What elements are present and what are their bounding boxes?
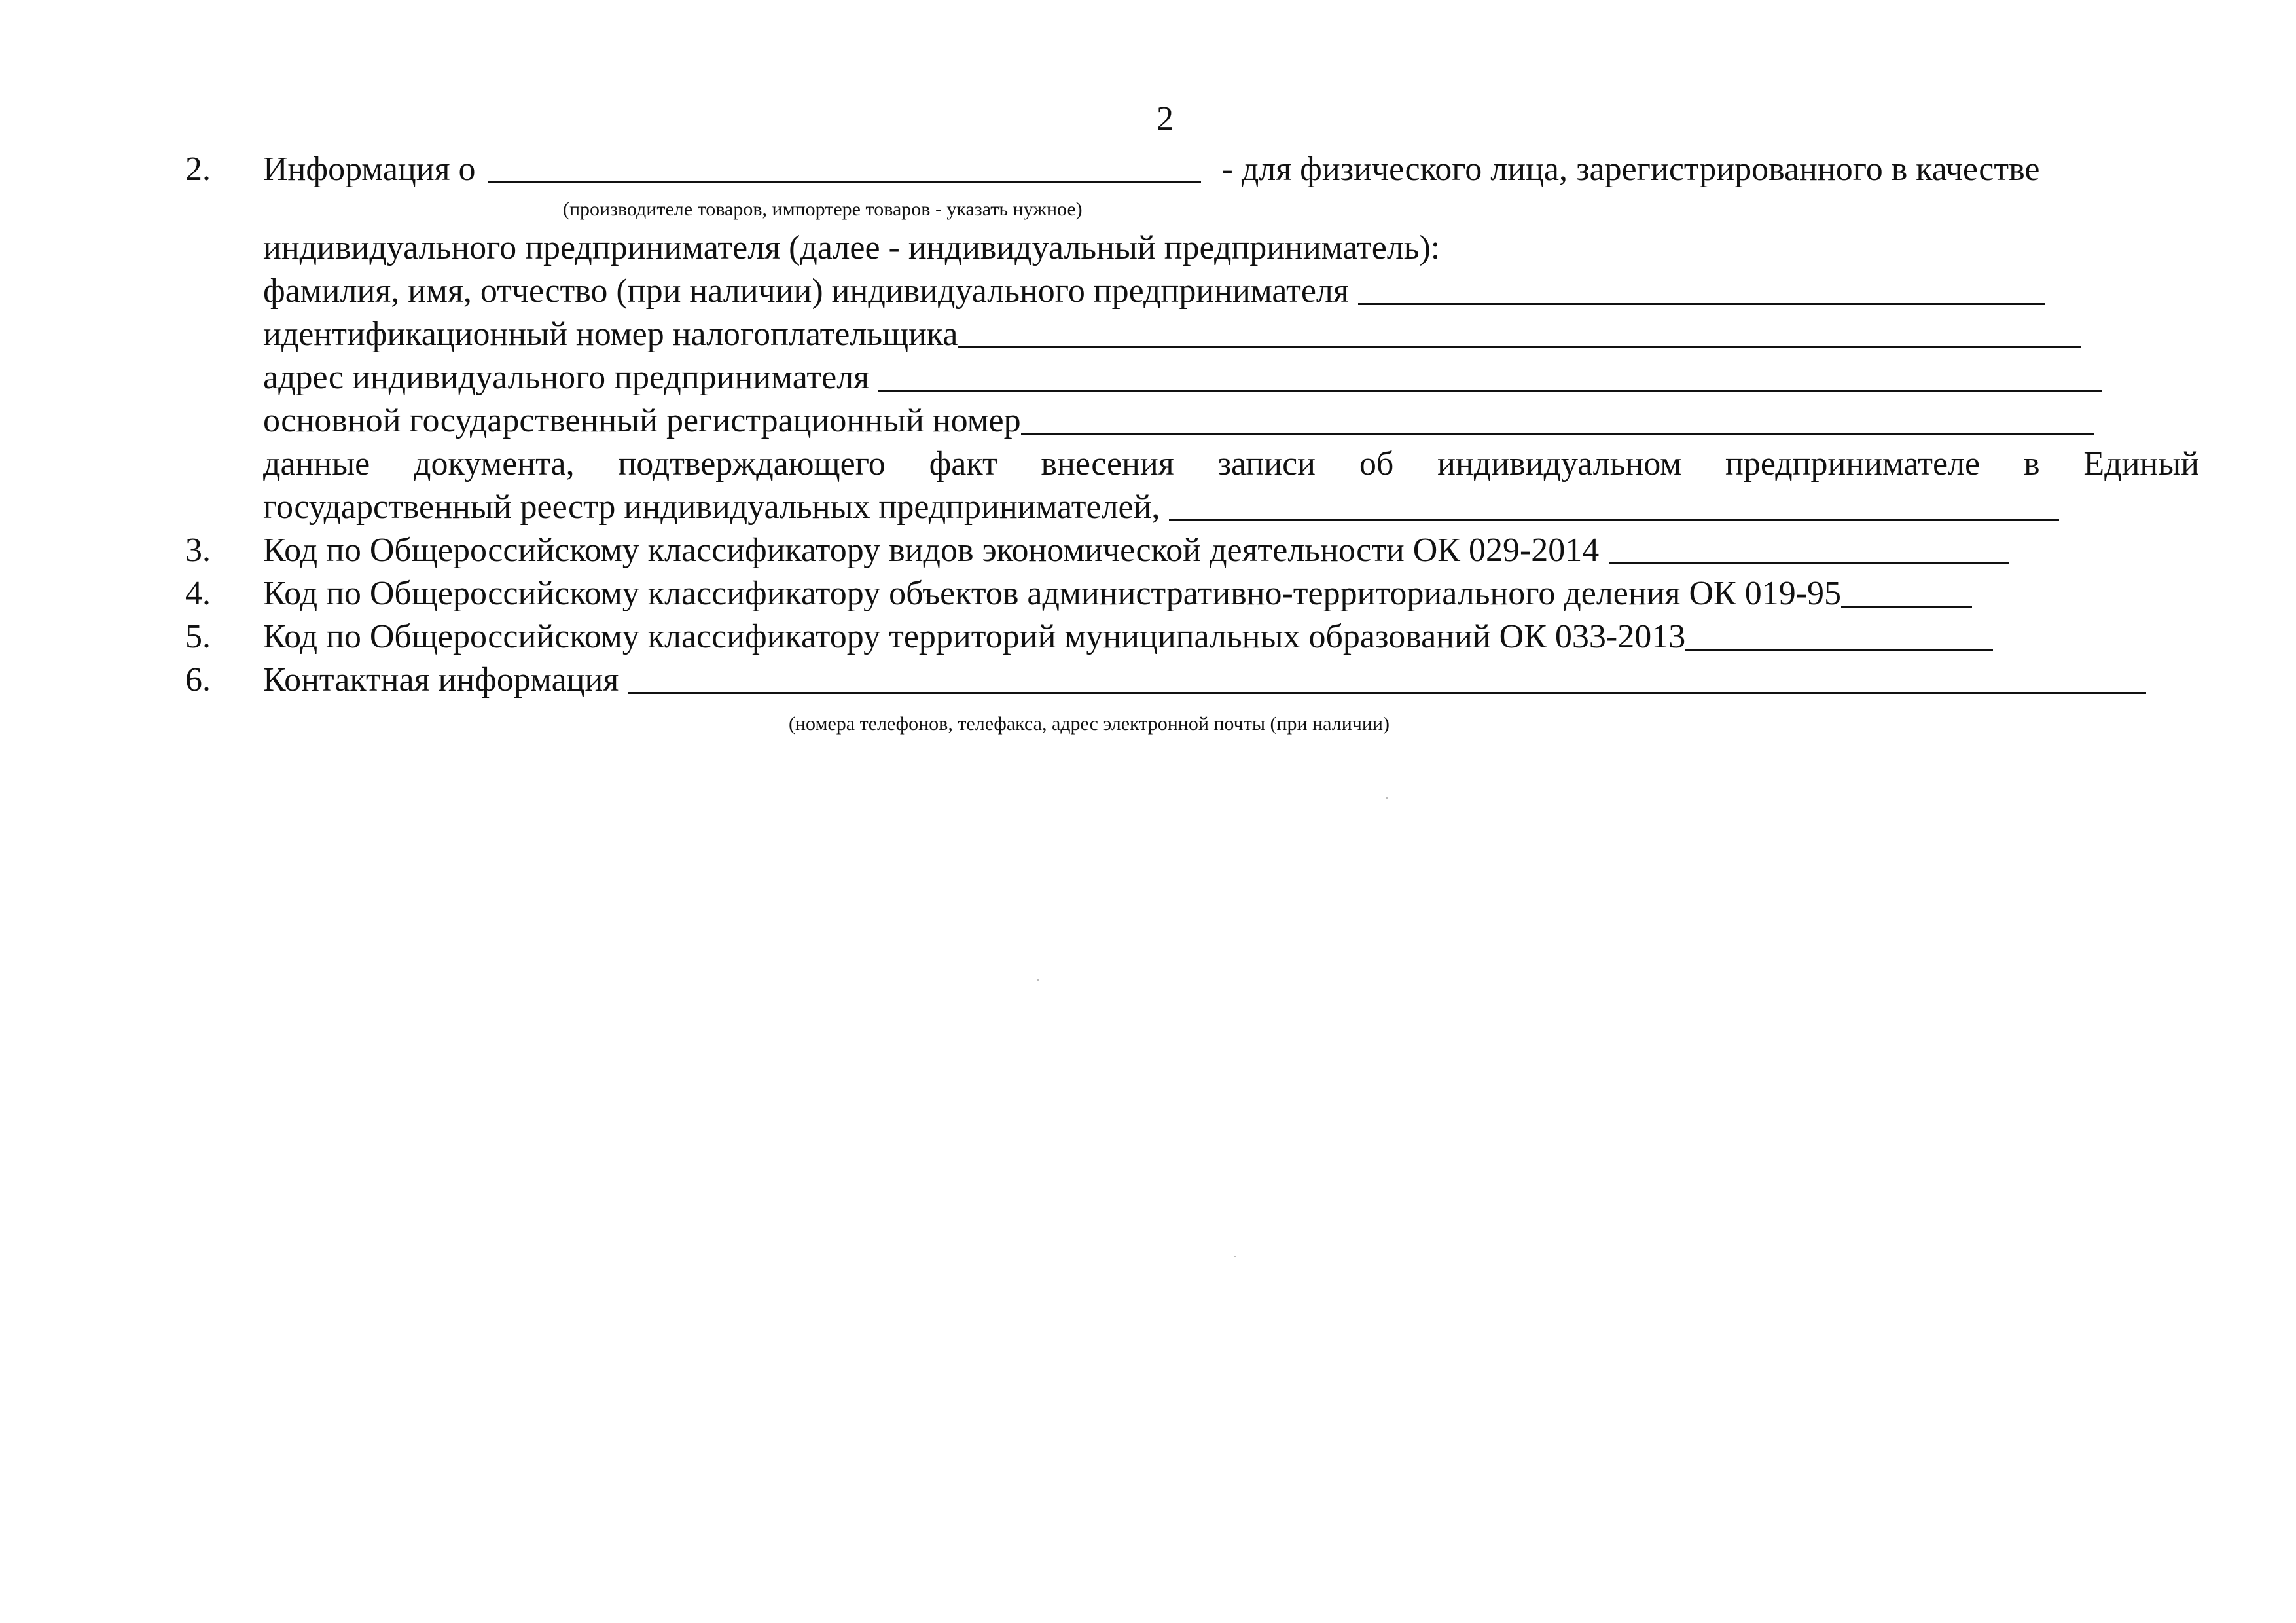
scan-speck <box>1037 979 1039 981</box>
producer-importer-hint: (производителе товаров, импортере товаров - указать нужное) <box>563 198 1083 220</box>
ogrn-row <box>263 399 2094 443</box>
okved-label: Код по Общероссийскому классификатору видов экономической деятельности ОК 029-2014 <box>263 532 1600 569</box>
oktmo-label: Код по Общероссийскому классификатору территорий муниципальных образований ОК 033-2013 <box>263 618 1686 655</box>
item2-second-line <box>263 227 1440 270</box>
doc-row <box>263 486 2059 529</box>
doc-line-2: государственный реестр индивидуальных предпринимателей, <box>263 488 1160 526</box>
okato-label: Код по Общероссийскому классификатору объектов административно-территориального деления ОК 019-95 <box>263 575 1842 612</box>
okato-field[interactable] <box>1841 574 1972 608</box>
item-number: 4. <box>185 575 211 612</box>
fio-field[interactable] <box>1358 272 2045 305</box>
inn-field[interactable] <box>958 315 2081 348</box>
contact-label: Контактная информация <box>263 661 619 699</box>
oktmo-row <box>263 615 1993 659</box>
okved-row <box>263 529 2009 572</box>
item2-prefix: Информация о <box>263 151 476 188</box>
producer-importer-field[interactable] <box>488 150 1201 183</box>
item2-first-line <box>263 148 2039 191</box>
item2-line2-text: индивидуального предпринимателя (далее - индивидуальный предприниматель): <box>263 229 1441 266</box>
item-number: 2. <box>185 151 211 188</box>
item-number: 5. <box>185 618 211 655</box>
page-number: 2 <box>1157 100 1174 137</box>
fio-row <box>263 270 2045 313</box>
okved-field[interactable] <box>1609 531 2009 564</box>
inn-label: идентификационный номер налогоплательщика <box>263 316 958 353</box>
ogrn-label: основной государственный регистрационный номер <box>263 402 1021 439</box>
scan-speck <box>1386 797 1388 799</box>
item2-suffix: - для физического лица, зарегистрированного в качестве <box>1221 151 2040 188</box>
address-row <box>263 356 2102 399</box>
scan-speck <box>1234 1256 1236 1257</box>
address-field[interactable] <box>878 358 2102 392</box>
doc-line-1: данные документа, подтверждающего факт внесения записи об индивидуальном предпринимателе в Единый <box>263 445 2199 483</box>
inn-row <box>263 313 2081 356</box>
ogrn-field[interactable] <box>1021 401 2094 435</box>
okato-row <box>263 572 1972 615</box>
item-number: 3. <box>185 532 211 569</box>
item-number: 6. <box>185 661 211 699</box>
registry-document-field[interactable] <box>1169 488 2059 521</box>
oktmo-field[interactable] <box>1685 617 1993 651</box>
contact-row <box>263 659 2146 702</box>
fio-label: фамилия, имя, отчество (при наличии) индивидуального предпринимателя <box>263 272 1349 310</box>
address-label: адрес индивидуального предпринимателя <box>263 359 870 396</box>
contact-hint: (номера телефонов, телефакса, адрес электронной почты (при наличии) <box>789 713 1390 735</box>
contact-field[interactable] <box>628 661 2146 694</box>
